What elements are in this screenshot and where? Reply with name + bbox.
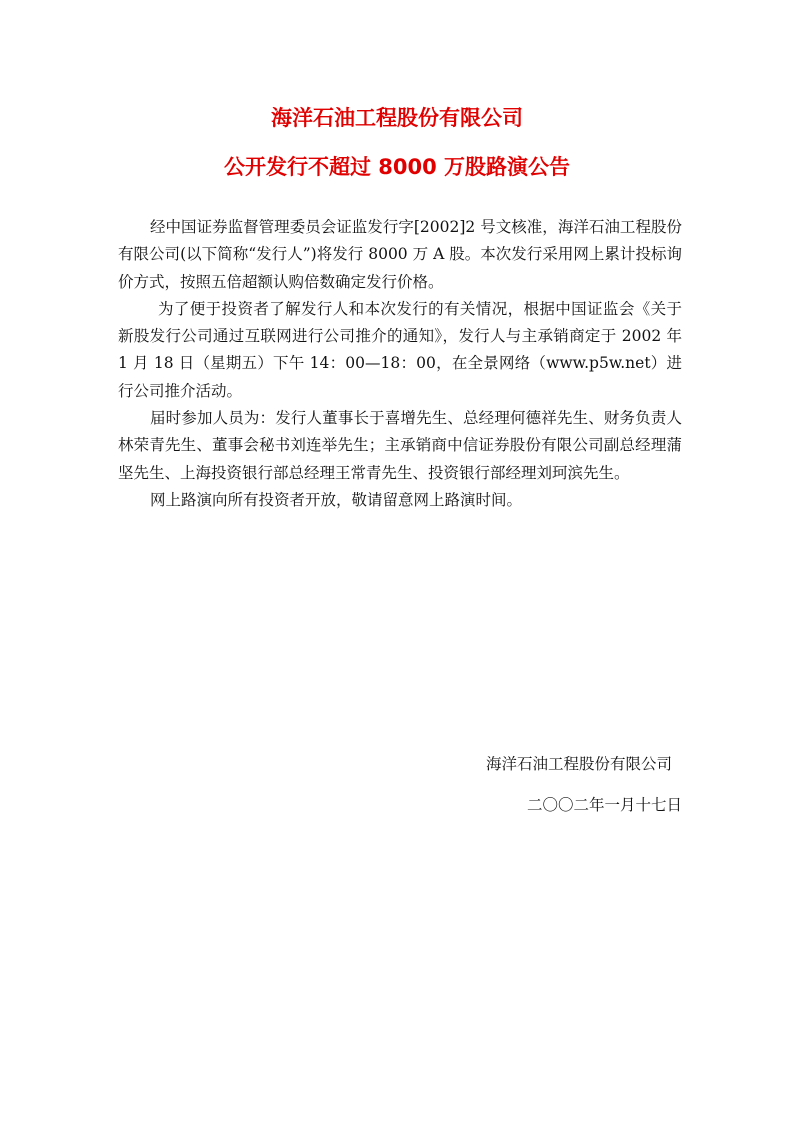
document-body (118, 214, 682, 514)
signature-date: 二〇〇二年一月十七日 (526, 796, 682, 814)
document-subtitle: 公开发行不超过 8000 万股路演公告 (223, 155, 571, 179)
paragraph-notice: 网上路演向所有投资者开放，敬请留意网上路演时间。 (150, 490, 523, 509)
signature-company: 海洋石油工程股份有限公司 (485, 755, 672, 773)
paragraph-approval: 经中国证券监督管理委员会证监发行字[2002]2 号文核准，海洋石油工程股份有限公司(以下简称“发行人”)将发行 8000 万 A 股。本次发行采用网上累计投标询价方式，按照五倍超额认购倍数确定发行价格。 (118, 218, 682, 291)
document-title: 海洋石油工程股份有限公司 (271, 106, 523, 130)
paragraph-participants: 届时参加人员为：发行人董事长于喜增先生、总经理何德祥先生、财务负责人林荣青先生、董事会秘书刘连举先生；主承销商中信证券股份有限公司副总经理蒲坚先生、上海投资银行部总经理王常青先生、投资银行部经理刘珂滨先生。 (118, 409, 682, 482)
paragraph-roadshow-schedule: 为了便于投资者了解发行人和本次发行的有关情况，根据中国证监会《关于新股发行公司通过互联网进行公司推介的通知》，发行人与主承销商定于 2002 年 1 月 18 日（星期五）下午 14：00—18：00，在全景网络（www.p5w.net）进行公司推介活动。 (118, 299, 682, 400)
